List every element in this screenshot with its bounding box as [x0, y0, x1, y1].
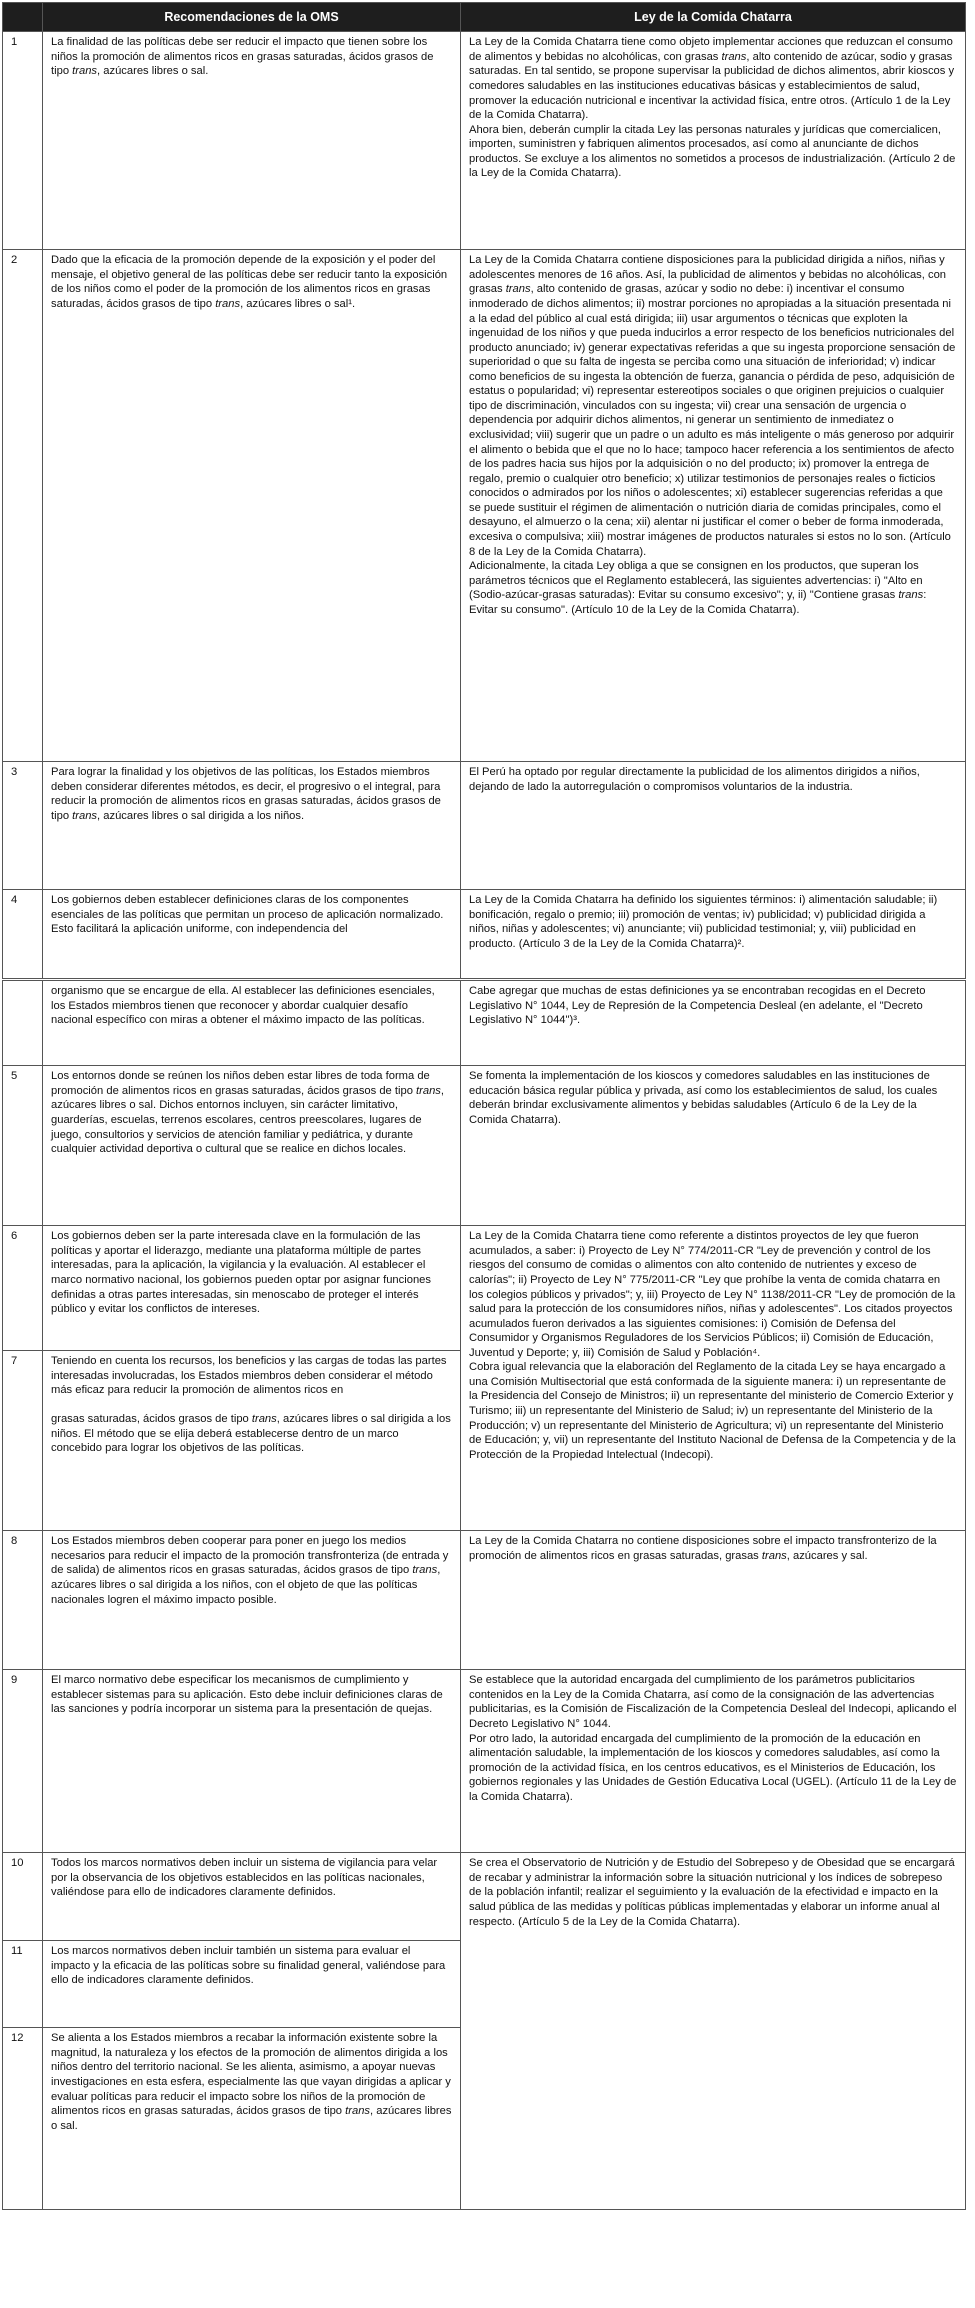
oms-recommendation: El marco normativo debe especificar los mecanismos de cumplimiento y establecer sistemas para su aplicación. Esto debe incluir definiciones claras de las sanciones y podría incorporar un sistema para la presentación de quejas. [43, 1670, 461, 1853]
header-oms: Recomendaciones de la OMS [43, 3, 461, 32]
law-paragraph: Se establece que la autoridad encargada del cumplimiento de los parámetros publicitarios contenidos en la Ley de la Comida Chatarra, así como de la consignación de las advertencias publicitarias, es la Comisión de Fiscalización de la Competencia Desleal del Indecopi, aplicando el Decreto Legislativo N° 1044. [469, 1674, 957, 1730]
law-paragraph: Se crea el Observatorio de Nutrición y de Estudio del Sobrepeso y de Obesidad que se encargará de recabar y administrar la información sobre la situación nutricional y los índices de sobrepeso de la población infantil; realizar el seguimiento y la evaluación de la efectividad e impacto en la salud pública de las medidas y políticas públicas implementadas y elaborar un informe anual al respecto. (Artículo 5 de la Ley de la Comida Chatarra). [469, 1857, 955, 1928]
header-number [3, 3, 43, 32]
oms-recommendation: La finalidad de las políticas debe ser reducir el impacto que tienen sobre los niños la promoción de alimentos ricos en grasas saturadas, ácidos grasos de tipo trans, azúcares libres o sal. [43, 32, 461, 250]
law-paragraph: Adicionalmente, la citada Ley obliga a que se consignen en los productos, que superan los parámetros técnicos que el Reglamento establecerá, las siguientes advertencias: i) "Alto en (Sodio-azúcar-grasas saturadas): Evitar su consumo excesivo"; y, ii) "Contiene grasas trans: Evitar su consumo". (Artículo 10 de la Ley de la Comida Chatarra). [469, 560, 927, 616]
oms-recommendation: organismo que se encargue de ella. Al establecer las definiciones esenciales, los Estados miembros tienen que reconocer y abordar cualquier desafío nacional específico con miras a obtener el máximo impacto de las políticas. [43, 980, 461, 1066]
law-provision [461, 32, 966, 250]
oms-paragraph: grasas saturadas, ácidos grasos de tipo trans, azúcares libres o sal dirigida a los niños. El método que se elija deberá establecerse dentro de un marco concebido para lograr los objetivos de las políticas. [51, 1412, 451, 1455]
oms-recommendation [43, 1351, 461, 1531]
law-paragraph: La Ley de la Comida Chatarra contiene disposiciones para la publicidad dirigida a niños, niñas y adolescentes menores de 16 años. Así, la publicidad de alimentos y bebidas no alcohólicas, con grasas trans, alto contenido de grasas, azúcar y sodio no debe: i) incentivar el consumo inmoderado de dichos alimentos; ii) mostrar porciones no apropiadas a la situación presentada ni a la edad del público al cual está dirigida; iii) usar argumentos o técnicas que exploten la ingenuidad de los niños y que pueda inducirlos a error respecto de los beneficios nutricionales del producto anunciado; iv) generar expectativas referidas a que su ingesta proporcione sensación de superioridad o que su falta de ingesta se perciba como una situación de inferioridad; v) indicar como beneficios de su ingesta la obtención de fuerza, ganancia o pérdida de peso, adquisición de estatus o popularidad; vi) representar estereotipos sociales o que originen prejuicios o cualquier tipo de discriminación, vinculados con su ingesta; vii) crear una sensación de urgencia o dependencia por adquirir dichos alimentos, ni generar un sentimiento de inmediatez o exclusividad; viii) sugerir que un padre o un adulto es más inteligente o más generoso por adquirir el alimento o bebida que el que no lo hace; tampoco hacer referencia a los sentimientos de afecto de los padres hacia sus hijos por la adquisición o no del producto; ix) promover la entrega de regalo, premio o cualquier otro beneficio; x) utilizar testimonios de personajes reales o ficticios conocidos o admirados por los niños o adolescentes; xi) establecer sugerencias referidas a que se puede sustituir el régimen de alimentación o nutrición diaria de comidas principales, como el desayuno, el almuerzo o la cena; xii) alentar ni justificar el comer o beber de forma inmoderada, excesiva o compulsiva; xiii) mostrar imágenes de productos naturales si estos no lo son. (Artículo 8 de la Ley de la Comida Chatarra). [469, 254, 956, 558]
law-paragraph: Se fomenta la implementación de los kioscos y comedores saludables en las instituciones de educación básica regular pública y privada, así como los establecimientos de salud, los cuales deberán brindar exclusivamente alimentos y bebidas saludables (Artículo 6 de la Ley de la Comida Chatarra). [469, 1070, 938, 1126]
table-row [3, 890, 966, 980]
law-paragraph: Cabe agregar que muchas de estas definiciones ya se encontraban recogidas en el Decreto Legislativo N° 1044, Ley de Represión de la Competencia Desleal (en adelante, el "Decreto Legislativo N° 1044")³. [469, 985, 926, 1027]
law-provision [461, 1670, 966, 1853]
law-provision [461, 250, 966, 762]
law-provision [461, 1066, 966, 1226]
oms-recommendation: Los gobiernos deben establecer definiciones claras de los componentes esenciales de las políticas que permitan un proceso de aplicación normalizado. Esto facilitará la aplicación uniforme, con independencia del [43, 890, 461, 980]
law-provision [461, 762, 966, 890]
table-row [3, 1853, 966, 1941]
comparison-table [2, 2, 966, 2210]
oms-recommendation: Los marcos normativos deben incluir también un sistema para evaluar el impacto y la eficacia de las políticas sobre su finalidad general, valiéndose para ello de indicadores claramente definidos. [43, 1941, 461, 2028]
oms-recommendation: Se alienta a los Estados miembros a recabar la información existente sobre la magnitud, la naturaleza y los efectos de la promoción de alimentos dirigida a los niños dentro del territorio nacional. Se les alienta, asimismo, a apoyar nuevas investigaciones en esta esfera, especialmente las que vayan dirigidas a aplicar y evaluar políticas para reducir el impacto sobre los niños de la promoción de alimentos ricos en grasas saturadas, ácidos grasos de tipo trans, azúcares libres o sal. [43, 2028, 461, 2210]
row-number: 1 [3, 32, 43, 250]
row-number: 6 [3, 1226, 43, 1351]
table-row [3, 1226, 966, 1351]
row-number: 11 [3, 1941, 43, 2028]
row-number: 5 [3, 1066, 43, 1226]
table-row [3, 1066, 966, 1226]
law-provision [461, 1853, 966, 2210]
law-provision [461, 1226, 966, 1531]
table-header-row [3, 3, 966, 32]
row-number: 7 [3, 1351, 43, 1531]
law-paragraph: La Ley de la Comida Chatarra ha definido los siguientes términos: i) alimentación saludable; ii) bonificación, regalo o premio; iii) promoción de ventas; iv) publicidad; v) publicidad dirigida a niños, niñas y adolescentes; vi) anunciante; vii) publicidad testimonial; y, viii) publicidad en producto. (Artículo 3 de la Ley de la Comida Chatarra)². [469, 894, 938, 950]
oms-recommendation: Dado que la eficacia de la promoción depende de la exposición y el poder del mensaje, el objetivo general de las políticas debe ser reducir tanto la exposición de los niños como el poder de la promoción de los alimentos ricos en grasas saturadas, ácidos grasos de tipo trans, azúcares libres o sal¹. [43, 250, 461, 762]
row-number: 10 [3, 1853, 43, 1941]
law-paragraph: Cobra igual relevancia que la elaboración del Reglamento de la citada Ley se haya encargado a una Comisión Multisectorial que está conformada de la siguiente manera: i) un representante de la Presidencia del Consejo de Ministros; ii) un representante del ministerio de Comercio Exterior y Turismo; iii) un representante del Ministerio de Salud; iv) un representante del Ministerio de la Producción; v) un representante del Ministerio de Agricultura; vi) un representante del Ministerio de Educación; y, vii) un representante del Instituto Nacional de Defensa de la Competencia y de la Protección de la Propiedad Intelectual (Indecopi). [469, 1361, 956, 1461]
law-paragraph: La Ley de la Comida Chatarra tiene como objeto implementar acciones que reduzcan el consumo de alimentos y bebidas no alcohólicas, con grasas trans, alto contenido de azúcar, sodio y grasas saturadas. En tal sentido, se propone supervisar la publicidad de dichos alimentos, abrir kioscos y comedores saludables en las instituciones educativas básicas y establecimientos de salud, promover la educación nutricional e incentivar la actividad física, entre otros. (Artículo 1 de la Ley de la Comida Chatarra). [469, 36, 955, 122]
oms-recommendation: Los Estados miembros deben cooperar para poner en juego los medios necesarios para reducir el impacto de la promoción transfronteriza (de entrada y de salida) de alimentos ricos en grasas saturadas, ácidos grasos de tipo trans, azúcares libres o sal dirigida a los niños, con el objeto de que las políticas nacionales logren el máximo impacto posible. [43, 1531, 461, 1670]
table-row [3, 1531, 966, 1670]
row-number: 9 [3, 1670, 43, 1853]
oms-paragraph: Teniendo en cuenta los recursos, los beneficios y las cargas de todas las partes interesadas involucradas, los Estados miembros deben considerar el método más eficaz para reducir la promoción de alimentos ricos en [51, 1355, 447, 1397]
oms-recommendation: Para lograr la finalidad y los objetivos de las políticas, los Estados miembros deben considerar diferentes métodos, es decir, el progresivo o el integral, para reducir la promoción de alimentos ricos en grasas saturadas, ácidos grasos de tipo trans, azúcares libres o sal dirigida a los niños. [43, 762, 461, 890]
law-provision [461, 1531, 966, 1670]
table-row-continuation [3, 980, 966, 1066]
row-number: 2 [3, 250, 43, 762]
law-paragraph: La Ley de la Comida Chatarra no contiene disposiciones sobre el impacto transfronterizo de la promoción de alimentos ricos en grasas saturadas, grasas trans, azúcares y sal. [469, 1535, 937, 1562]
law-paragraph: La Ley de la Comida Chatarra tiene como referente a distintos proyectos de ley que fueron acumulados, a saber: i) Proyecto de Ley N° 774/2011-CR "Ley de prevención y control de los riesgos del consumo de comidas o alimentos con alto contenido de nutrientes y exceso de calorías"; ii) Proyecto de Ley N° 775/2011-CR "Ley que prohíbe la venta de comida chatarra en los colegios públicos y privados"; y, iii) Proyecto de Ley N° 1138/2011-CR "Ley de promoción de la salud para la protección de los consumidores niños, niñas y adolescentes". Los citados proyectos acumulados fueron derivados a las siguientes comisiones: i) Comisión de Defensa del Consumidor y Organismos Reguladores de los Servicios Públicos; ii) Comisión de Educación, Juventud y Deporte; y, iii) Comisión de Salud y Población⁴. [469, 1230, 956, 1359]
law-paragraph: Por otro lado, la autoridad encargada del cumplimiento de la promoción de la educación en alimentación saludable, la implementación de los kioscos y comedores saludables, así como la promoción de la actividad física, en los centros educativos, es el Ministerios de Educación, los gobiernos regionales y las Unidades de Gestión Educativa Local (UGEL). (Artículo 11 de la Ley de la Comida Chatarra). [469, 1732, 957, 1803]
oms-recommendation: Todos los marcos normativos deben incluir un sistema de vigilancia para velar por la observancia de los objetivos establecidos en las políticas nacionales, valiéndose para ello de indicadores claramente definidos. [43, 1853, 461, 1941]
row-number: 4 [3, 890, 43, 980]
table-row [3, 32, 966, 250]
table-row [3, 1670, 966, 1853]
table-row [3, 250, 966, 762]
row-number: 3 [3, 762, 43, 890]
row-number [3, 980, 43, 1066]
header-law: Ley de la Comida Chatarra [461, 3, 966, 32]
law-paragraph: El Perú ha optado por regular directamente la publicidad de los alimentos dirigidos a niños, dejando de lado la autorregulación o compromisos voluntarios de la industria. [469, 766, 920, 793]
table-row [3, 762, 966, 890]
oms-recommendation: Los gobiernos deben ser la parte interesada clave en la formulación de las políticas y aportar el liderazgo, mediante una plataforma múltiple de partes interesadas, para la aplicación, la vigilancia y la evaluación. Al establecer el marco normativo nacional, los gobiernos pueden optar por asignar funciones definidas a otras partes interesadas, sin menoscabo de proteger el interés público y evitar los conflictos de intereses. [43, 1226, 461, 1351]
law-provision [461, 980, 966, 1066]
row-number: 12 [3, 2028, 43, 2210]
law-provision [461, 890, 966, 980]
law-paragraph: Ahora bien, deberán cumplir la citada Ley las personas naturales y jurídicas que comercialicen, importen, suministren y fabriquen alimentos procesados, así como al anunciante de dichos productos. Se excluye a los alimentos no sometidos a procesos de industrialización. (Artículo 2 de la Ley de la Comida Chatarra). [469, 123, 956, 180]
oms-recommendation: Los entornos donde se reúnen los niños deben estar libres de toda forma de promoción de alimentos ricos en grasas saturadas, ácidos grasos de tipo trans, azúcares libres o sal. Dichos entornos incluyen, sin carácter limitativo, guarderías, escuelas, terrenos escolares, centros preescolares, lugares de juego, consultorios y servicios de atención familiar y pediátrica, y durante cualquier actividad deportiva o cultural que se realice en dichos locales. [43, 1066, 461, 1226]
row-number: 8 [3, 1531, 43, 1670]
